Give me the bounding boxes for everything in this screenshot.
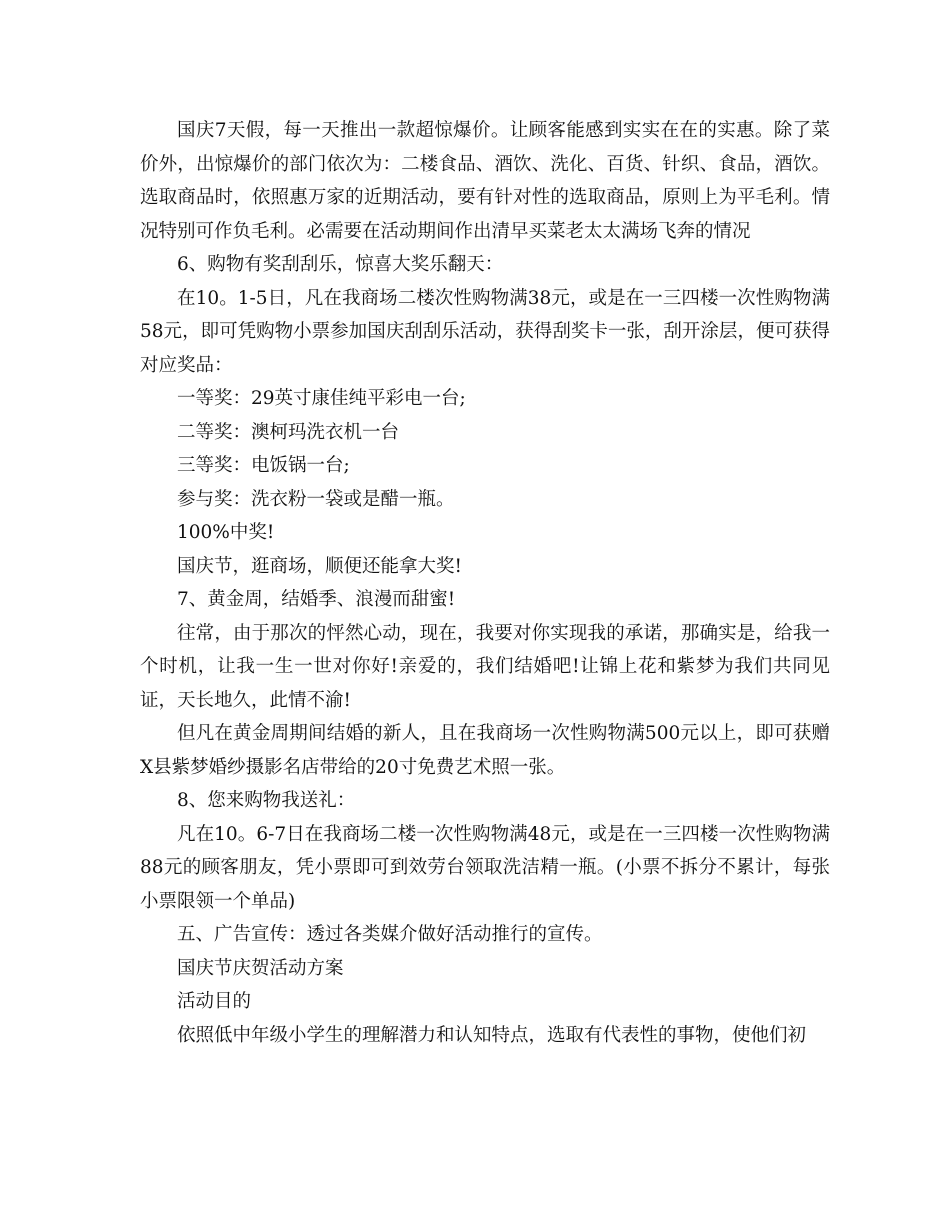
paragraph-price-promo: 国庆7天假，每一天推出一款超惊爆价。让顾客能感到实实在在的实惠。除了菜价外，出惊爆价的部门依次为：二楼食品、酒饮、洗化、百货、针织、食品，酒饮。选取商品时，依照惠万家的近期活动，要有针对性的选取商品，原则上为平毛利。情况特别可作负毛利。必需要在活动期间作出清早买菜老太太满场飞奔的情况 bbox=[140, 120, 830, 242]
paragraph-win-rate: 100%中奖! bbox=[177, 522, 275, 543]
paragraph-wedding-intro: 往常，由于那次的怦然心动，现在，我要对你实现我的承诺，那确实是，给我一个时机，让我一生一世对你好!亲爱的，我们结婚吧!让锦上花和紫梦为我们共同见证，天长地久，此情不渝! bbox=[140, 622, 830, 711]
section-title-celebration-plan: 国庆节庆贺活动方案 bbox=[177, 957, 344, 979]
document-body bbox=[140, 114, 830, 1052]
paragraph-gift-rules: 凡在10。6-7日在我商场二楼一次性购物满48元，或是在一三四楼一次性购物满88元的顾客朋友，凭小票即可到效劳台领取洗洁精一瓶。(小票不拆分不累计，每张小票限领一个单品) bbox=[140, 823, 830, 912]
prize-second: 二等奖：澳柯玛洗衣机一台 bbox=[177, 421, 400, 443]
section-heading-advertising: 五、广告宣传：透过各类媒介做好活动推行的宣传。 bbox=[177, 924, 603, 945]
paragraph-activity-goal: 依照低中年级小学生的理解潜力和认知特点，选取有代表性的事物，使他们初 bbox=[177, 1024, 807, 1046]
paragraph-scratch-card-rules: 在10。1-5日，凡在我商场二楼次性购物满38元，或是在一三四楼一次性购物满58元，即可凭购物小票参加国庆刮刮乐活动，获得刮奖卡一张，刮开涂层，便可获得对应奖品： bbox=[140, 287, 830, 376]
section-heading-scratch-card: 6、购物有奖刮刮乐，惊喜大奖乐翻天： bbox=[177, 254, 504, 275]
section-heading-gift: 8、您来购物我送礼： bbox=[177, 790, 356, 811]
prize-participation: 参与奖：洗衣粉一袋或是醋一瓶。 bbox=[177, 488, 455, 510]
prize-third: 三等奖：电饭锅一台; bbox=[177, 455, 350, 476]
paragraph-wedding-offer: 但凡在黄金周期间结婚的新人，且在我商场一次性购物满500元以上，即可获赠X县紫梦婚纱摄影名店带给的20寸免费艺术照一张。 bbox=[140, 723, 830, 778]
prize-first: 一等奖：29英寸康佳纯平彩电一台; bbox=[177, 388, 466, 409]
section-heading-golden-week: 7、黄金周，结婚季、浪漫而甜蜜! bbox=[177, 589, 456, 610]
section-heading-activity-goal: 活动目的 bbox=[177, 991, 252, 1012]
paragraph-slogan: 国庆节，逛商场，顺便还能拿大奖! bbox=[177, 555, 462, 577]
